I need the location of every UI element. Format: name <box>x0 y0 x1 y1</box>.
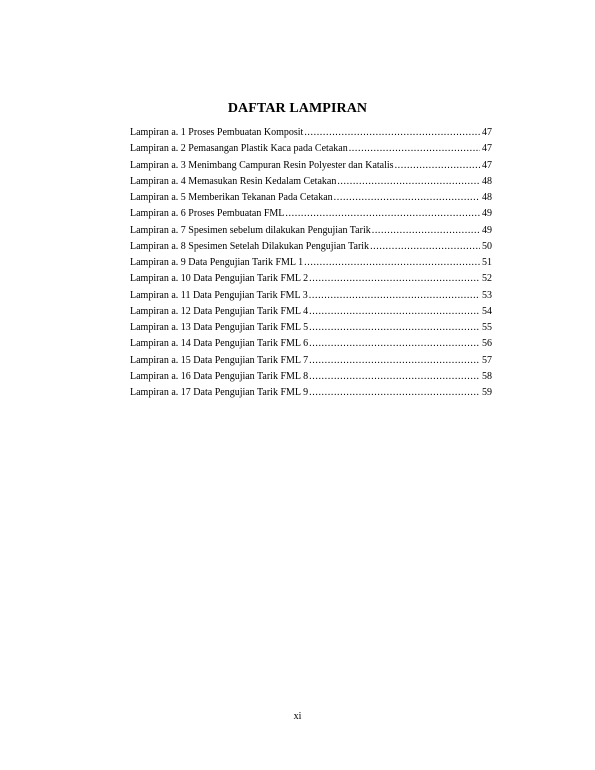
toc-entry-label: Lampiran a. 3 Menimbang Campuran Resin Polyester dan Katalis <box>130 159 394 171</box>
dot-leader <box>309 304 480 320</box>
toc-entry[interactable] <box>130 158 492 174</box>
dot-leader <box>285 206 480 222</box>
dot-leader <box>309 385 480 401</box>
toc-entry-label: Lampiran a. 9 Data Pengujian Tarik FML 1 <box>130 257 304 268</box>
dot-leader <box>337 174 480 190</box>
toc-entry-page: 49 <box>482 208 492 220</box>
dot-leader <box>395 158 480 174</box>
toc-entry-page: 47 <box>482 127 492 138</box>
dot-leader <box>309 369 480 385</box>
toc-entry-page: 58 <box>482 370 492 382</box>
toc-entry-label: Lampiran a. 7 Spesimen sebelum dilakukan Pengujian Tarik <box>130 224 371 236</box>
toc-entry-page: 50 <box>482 240 492 252</box>
toc-entry-label: Lampiran a. 5 Memberikan Tekanan Pada Cetakan <box>130 192 333 203</box>
toc-entry-label: Lampiran a. 6 Proses Pembuatan FML <box>130 208 285 220</box>
toc-entry-label: Lampiran a. 2 Pemasangan Plastik Kaca pada Cetakan <box>130 143 348 155</box>
dot-leader <box>309 288 480 304</box>
toc-entry[interactable] <box>130 223 492 239</box>
toc-entry[interactable] <box>130 190 492 206</box>
page-title: DAFTAR LAMPIRAN <box>227 101 368 116</box>
toc-entry-label: Lampiran a. 16 Data Pengujian Tarik FML 8 <box>130 370 309 382</box>
toc-entry[interactable] <box>130 353 492 369</box>
toc-entry-page: 57 <box>482 354 492 366</box>
toc-entry-label: Lampiran a. 11 Data Pengujian Tarik FML 3 <box>130 289 308 301</box>
toc-entry[interactable] <box>130 255 492 271</box>
toc-entry-label: Lampiran a. 13 Data Pengujian Tarik FML 5 <box>130 322 309 333</box>
dot-leader <box>349 141 480 157</box>
toc-entry-label: Lampiran a. 17 Data Pengujian Tarik FML 9 <box>130 387 309 398</box>
table-of-appendices <box>130 125 492 401</box>
toc-entry[interactable] <box>130 206 492 222</box>
toc-entry-page: 54 <box>482 305 492 317</box>
toc-entry[interactable] <box>130 239 492 255</box>
toc-entry-page: 52 <box>482 273 492 285</box>
page-number: xi <box>293 711 302 722</box>
toc-entry-label: Lampiran a. 15 Data Pengujian Tarik FML 7 <box>130 354 309 366</box>
toc-entry-page: 51 <box>482 257 492 268</box>
toc-entry-page: 56 <box>482 338 492 350</box>
toc-entry-page: 55 <box>482 322 492 333</box>
dot-leader <box>334 190 480 206</box>
dot-leader <box>372 223 480 239</box>
dot-leader <box>309 353 480 369</box>
toc-entry[interactable] <box>130 141 492 157</box>
toc-entry-label: Lampiran a. 1 Proses Pembuatan Komposit <box>130 127 304 138</box>
toc-entry-page: 59 <box>482 387 492 398</box>
dot-leader <box>309 320 480 336</box>
toc-entry[interactable] <box>130 369 492 385</box>
toc-entry-label: Lampiran a. 12 Data Pengujian Tarik FML 4 <box>130 305 309 317</box>
dot-leader <box>309 271 480 287</box>
toc-entry[interactable] <box>130 288 492 304</box>
toc-entry[interactable] <box>130 336 492 352</box>
dot-leader <box>370 239 480 255</box>
toc-entry-label: Lampiran a. 4 Memasukan Resin Kedalam Cetakan <box>130 175 337 187</box>
toc-entry[interactable] <box>130 125 492 141</box>
toc-entry-page: 47 <box>482 159 492 171</box>
toc-entry[interactable] <box>130 304 492 320</box>
toc-entry-label: Lampiran a. 8 Spesimen Setelah Dilakukan Pengujian Tarik <box>130 240 370 252</box>
dot-leader <box>309 336 480 352</box>
toc-entry-page: 49 <box>482 224 492 236</box>
toc-entry-page: 48 <box>482 175 492 187</box>
toc-entry-label: Lampiran a. 14 Data Pengujian Tarik FML 6 <box>130 338 309 350</box>
toc-entry-page: 53 <box>482 289 492 301</box>
toc-entry[interactable] <box>130 174 492 190</box>
dot-leader <box>304 125 480 141</box>
toc-entry-page: 47 <box>482 143 492 155</box>
dot-leader <box>304 255 480 271</box>
toc-entry[interactable] <box>130 385 492 401</box>
toc-entry-page: 48 <box>482 192 492 203</box>
toc-entry[interactable] <box>130 320 492 336</box>
toc-entry[interactable] <box>130 271 492 287</box>
toc-entry-label: Lampiran a. 10 Data Pengujian Tarik FML 2 <box>130 273 309 285</box>
